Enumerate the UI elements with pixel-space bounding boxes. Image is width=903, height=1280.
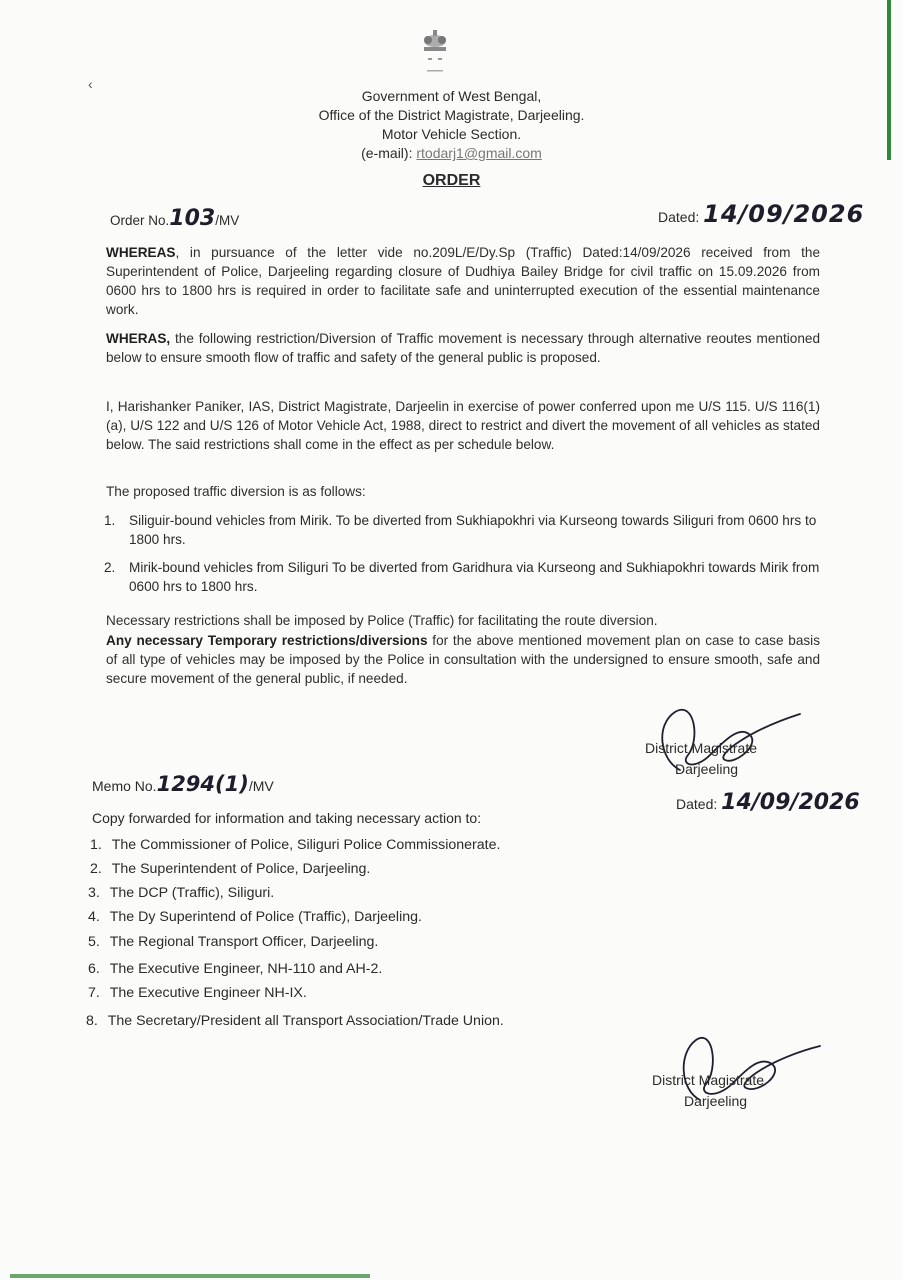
recipient-text: The Dy Superintend of Police (Traffic), Darjeeling. [109,909,422,925]
order-no-suffix: /MV [215,213,240,228]
signatory-title: District Magistrate [645,740,758,756]
whereas-lead: WHEREAS [106,245,176,260]
recipient-text: The Secretary/President all Transport Association/Trade Union. [107,1013,504,1029]
memo-dated-label: Dated: [676,796,718,812]
paragraph-temporary [106,631,820,688]
diversion-number: 1. [104,513,116,528]
paragraph-direction: I, Harishanker Paniker, IAS, District Magistrate, Darjeelin in exercise of power conferred upon me U/S 115. U/S 116(1) (a), U/S 122 and U/S 126 of Motor Vehicle Act, 1988, direct to restrict and divert the movement of all vehicles as stated below. The said restrictions shall come in the effect as per schedule below. [106,399,820,452]
recipient-number: 6. [88,961,100,977]
recipient-number: 7. [88,985,100,1001]
recipient-number: 5. [88,934,100,950]
memo-no-label: Memo No. [92,778,157,794]
scan-edge-bottom [10,1274,370,1278]
order-dated-value: 14/09/2026 [703,200,865,228]
diversion-text: Mirik-bound vehicles from Siliguri To be diverted from Garidhura via Kurseong and Sukhiapokhri towards Mirik from 0600 hrs to 1800 hrs. [129,560,820,594]
recipient-item [88,934,378,950]
signature-block-memo [652,1070,764,1112]
recipient-item [88,885,274,901]
recipient-text: The DCP (Traffic), Siliguri. [109,885,275,901]
scan-mark: ‹ [88,76,93,92]
recipient-item [88,909,422,925]
order-no-label: Order No. [110,213,170,228]
wheras-text: the following restriction/Diversion of Traffic movement is necessary through alternative reoutes mentioned below to ensure smooth flow of traffic and safety of the general public is proposed. [106,331,820,365]
order-title: ORDER [422,172,481,189]
diversion-text: Siliguir-bound vehicles from Mirik. To be diverted from Sukhiapokhri via Kurseong towards Siliguri from 0600 hrs to 1800 hrs. [129,513,817,547]
order-date [658,200,864,228]
recipient-text: The Regional Transport Officer, Darjeeling. [109,934,379,950]
recipient-number: 8. [86,1013,98,1029]
paragraph-whereas-1 [106,243,820,319]
copy-forward-intro: Copy forwarded for information and taking necessary action to: [92,810,482,826]
paragraph-restrictions: Necessary restrictions shall be imposed by Police (Traffic) for facilitating the route diversion. [106,613,658,628]
wheras-lead: WHERAS, [106,331,171,346]
recipient-text: The Superintendent of Police, Darjeeling. [111,861,371,877]
memo-dated-value: 14/09/2026 [721,790,860,815]
order-number [110,206,239,231]
temporary-lead: Any necessary Temporary restrictions/diversions [106,633,428,648]
recipient-text: The Commissioner of Police, Siliguri Police Commissionerate. [111,837,501,853]
recipient-item [88,961,382,977]
memo-date [676,790,860,815]
recipient-text: The Executive Engineer NH-IX. [109,985,307,1001]
memo-no-value: 1294(1) [156,772,249,796]
paragraph-diversion-intro: The proposed traffic diversion is as follows: [106,484,366,499]
order-dated-label: Dated: [658,209,700,225]
header-section: Motor Vehicle Section. [381,126,522,142]
diversion-number: 2. [104,560,116,575]
recipient-item [90,861,370,877]
signatory-title: District Magistrate [652,1072,765,1088]
header-government: Government of West Bengal, [361,88,542,104]
email-label: (e-mail): [361,145,413,161]
recipient-item [86,1013,504,1029]
order-no-value: 103 [169,206,216,231]
recipient-item [90,837,500,853]
signatory-place: Darjeeling [684,1093,748,1109]
recipient-number: 4. [88,909,100,925]
memo-number [92,772,274,796]
recipient-number: 2. [90,861,102,877]
recipient-item [88,985,307,1001]
recipient-text: The Executive Engineer, NH-110 and AH-2. [109,961,383,977]
header-office: Office of the District Magistrate, Darjeeling. [318,107,585,123]
signatory-place: Darjeeling [675,761,739,777]
signature-block-order [645,738,757,780]
recipient-number: 1. [90,837,102,853]
email-link[interactable]: rtodarj1@gmail.com [416,145,542,161]
temporary-text: for the above mentioned movement plan on case to case basis of all type of vehicles may be imposed by the Police in consultation with the undersigned to ensure smooth, safe and secure movement of the general public, if needed. [106,633,820,686]
whereas-text: , in pursuance of the letter vide no.209L/E/Dy.Sp (Traffic) Dated:14/09/2026 received from the Superintendent of Police, Darjeeling regarding closure of Dudhiya Bailey Bridge for civil traffic on 15.09.2026 from 0600 hrs to 1800 hrs is required in order to facilitate safe and uninterrupted execution of the essential maintenance work. [106,245,820,317]
state-emblem-icon [418,28,452,78]
header-email [0,145,903,161]
paragraph-whereas-2 [106,329,820,367]
recipient-number: 3. [88,885,100,901]
memo-no-suffix: /MV [248,778,274,794]
